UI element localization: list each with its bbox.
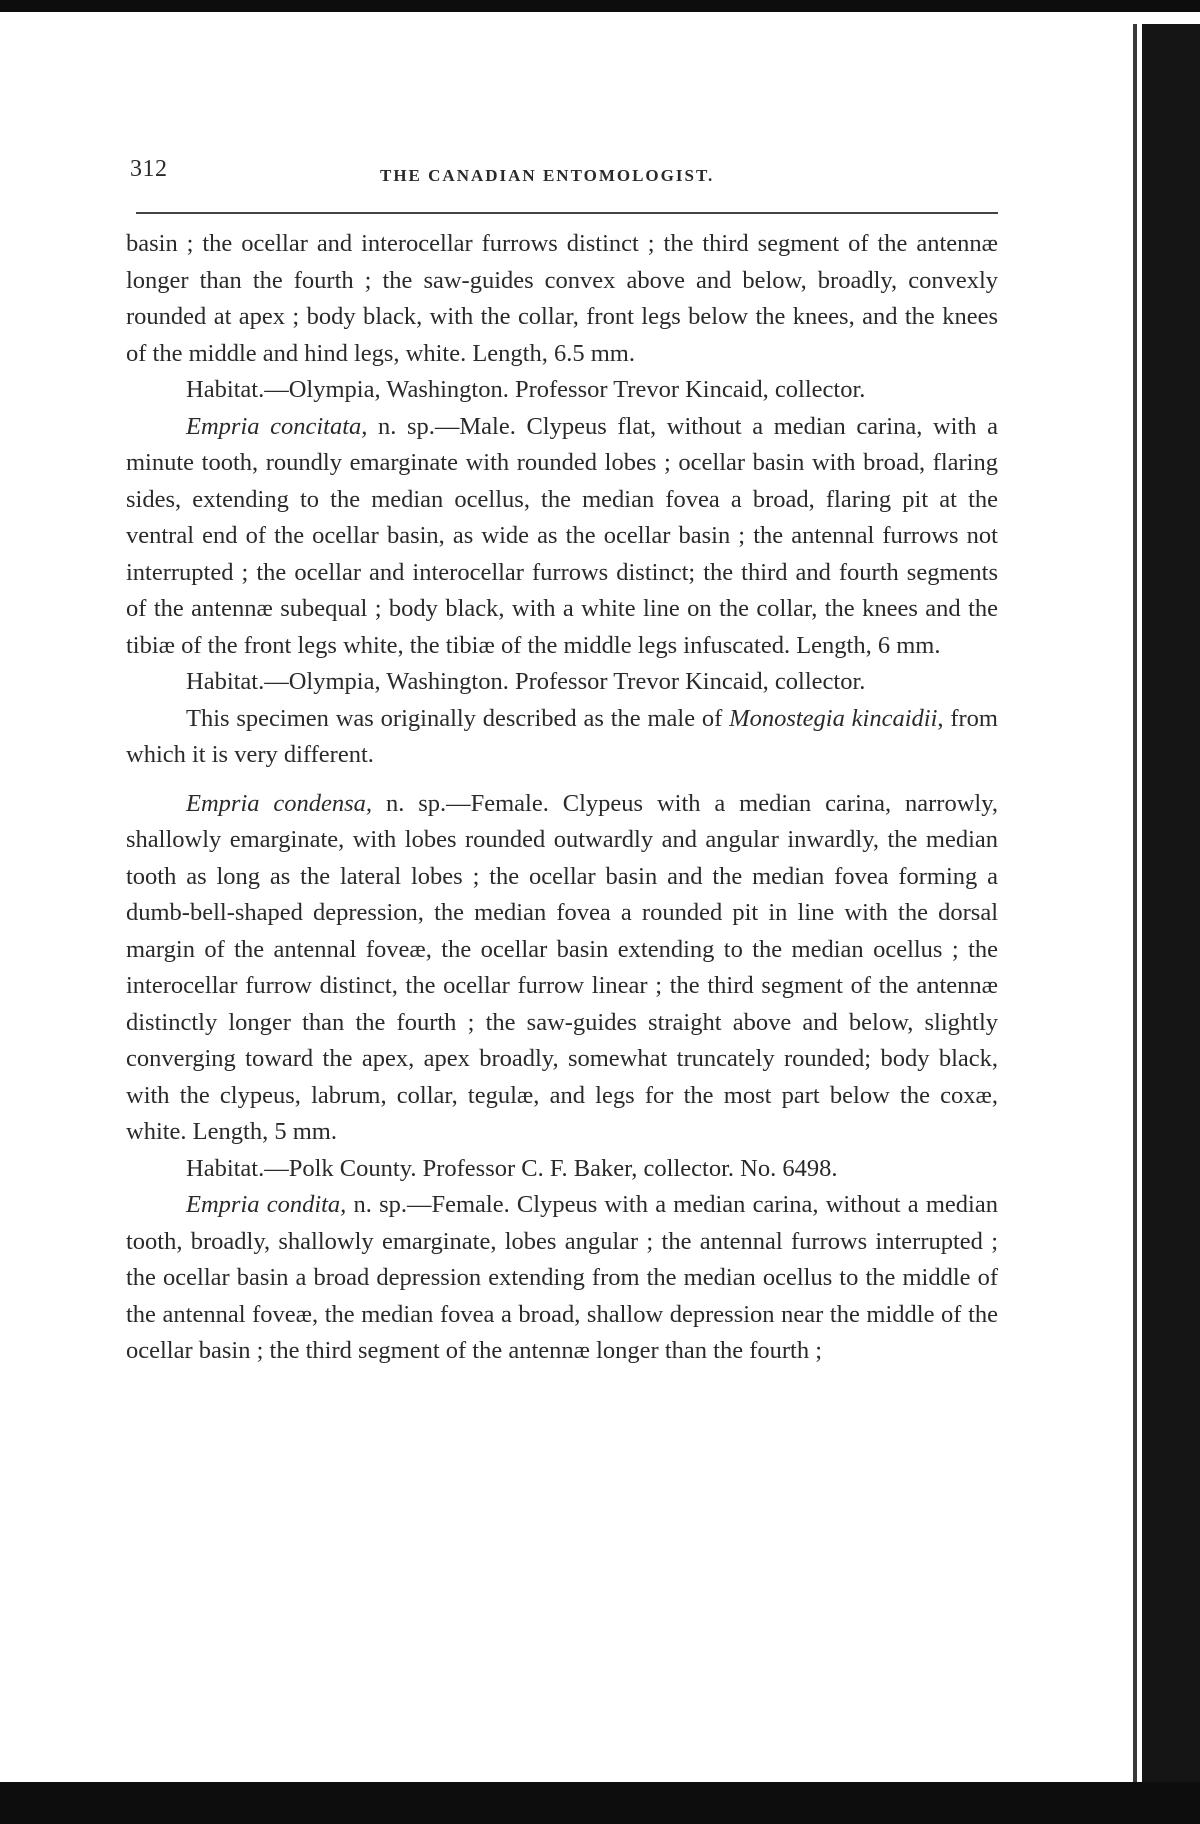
scan-border-top (0, 0, 1200, 12)
running-title: THE CANADIAN ENTOMOLOGIST. (380, 166, 715, 185)
header-rule (136, 212, 998, 214)
page-body (126, 226, 998, 1370)
paragraph-species-description (126, 409, 998, 665)
note-text: , from which it is very different. (126, 704, 998, 768)
scan-border-right (1142, 24, 1200, 1782)
paragraph-continuation: basin ; the ocellar and interocellar furrows distinct ; the third segment of the antennæ longer than the fourth ; the saw-guides convex above and below, broadly, convexly rounded at apex ; body black, with the collar, front legs below the knees, and the knees of the middle and hind legs, white. Length, 6.5 mm. (126, 230, 998, 367)
species-text: n. sp.—Female. Clypeus with a median carina, without a median tooth, broadly, shallowly emarginate, lobes angular ; the antennal furrows interrupted ; the ocellar basin a broad depression extending from the median ocellus to the middle of the antennal foveæ, the median fovea a broad, shallow depression near the middle of the ocellar basin ; the third segment of the antennæ longer than the fourth ; (126, 1191, 998, 1364)
paragraph-habitat: Habitat.—Olympia, Washington. Professor Trevor Kincaid, collector. (186, 376, 866, 403)
species-name: Empria concitata, (186, 412, 368, 440)
species-text: n. sp.—Male. Clypeus flat, without a median carina, with a minute tooth, roundly emarginate with rounded lobes ; ocellar basin with broad, flaring sides, extending to the median ocellus, the median fovea a broad, flaring pit at the ventral end of the ocellar basin, as wide as the ocellar basin ; the antennal furrows not interrupted ; the ocellar and interocellar furrows distinct; the third and fourth segments of the antennæ subequal ; body black, with a white line on the collar, the knees and the tibiæ of the front legs white, the tibiæ of the middle legs infuscated. Length, 6 mm. (126, 412, 999, 659)
note-text: This specimen was originally described as the male of (186, 704, 730, 732)
scan-border-bottom (0, 1782, 1200, 1824)
species-name: Monostegia kincaidii (729, 704, 938, 732)
paragraph-habitat: Habitat.—Polk County. Professor C. F. Baker, collector. No. 6498. (186, 1154, 838, 1182)
species-text: n. sp.—Female. Clypeus with a median carina, narrowly, shallowly emarginate, with lobes rounded outwardly and angular inwardly, the median tooth as long as the lateral lobes ; the ocellar basin and the median fovea forming a dumb-bell-shaped depression, the median fovea a rounded pit in line with the dorsal margin of the antennal foveæ, the ocellar basin extending to the median ocellus ; the interocellar furrow distinct, the ocellar furrow linear ; the third segment of the antennæ distinctly longer than the fourth ; the saw-guides straight above and below, slightly converging toward the apex, apex broadly, somewhat truncately rounded; body black, with the clypeus, labrum, collar, tegulæ, and legs for the most part below the coxæ, white. Length, 5 mm. (126, 789, 998, 1145)
paragraph-note (126, 701, 998, 774)
paragraph-habitat: Habitat.—Olympia, Washington. Professor Trevor Kincaid, collector. (186, 668, 866, 695)
paragraph-species-description (126, 786, 998, 1151)
paragraph-species-description (126, 1187, 998, 1370)
page-number: 312 (130, 156, 168, 182)
species-name: Empria condensa, (186, 789, 373, 817)
species-name: Empria condita, (186, 1191, 347, 1218)
scan-page-edge (1133, 24, 1137, 1782)
